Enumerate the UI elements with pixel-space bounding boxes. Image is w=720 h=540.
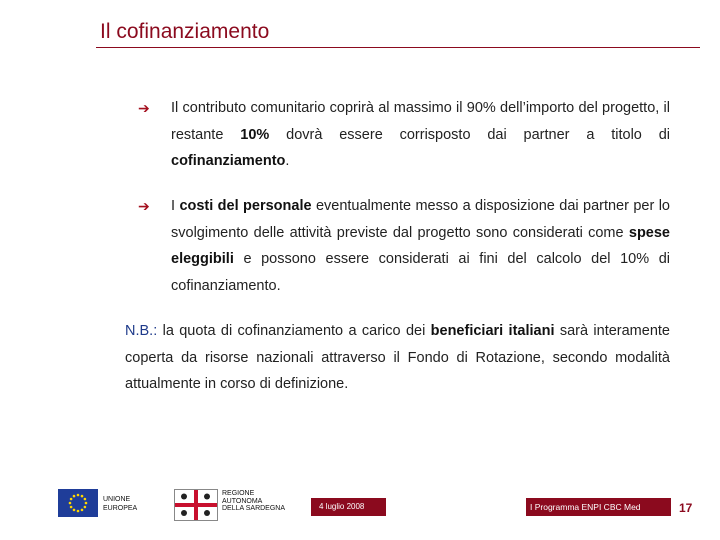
highlight-term: cofinanziamento <box>171 153 286 169</box>
arrow-bullet-icon: ➔ <box>138 100 150 116</box>
eu-stars-icon <box>58 489 98 517</box>
four-moors-icon <box>175 490 217 520</box>
date-badge: 4 luglio 2008 <box>311 498 386 516</box>
bullet-text: Il contributo comunitario coprirà al massimo il 90% dell’importo del progetto, il restante 10% dovrà essere corrisposto dai partner a titolo di cofinanziamento. <box>171 100 671 169</box>
bullet-cofinancing-rate <box>138 95 670 175</box>
page-title: Il cofinanziamento <box>100 20 270 43</box>
eu-label: UNIONE EUROPEA <box>103 496 138 512</box>
highlight-term: costi del personale <box>179 198 312 214</box>
page-number: 17 <box>679 501 693 515</box>
highlight-term: spese eleggibili <box>171 224 670 267</box>
title-divider <box>96 47 700 48</box>
footer <box>0 488 720 528</box>
eu-flag-icon <box>58 489 98 517</box>
bullet-personnel-costs <box>138 193 670 299</box>
highlight-percentage: 10% <box>240 126 270 143</box>
note-label: N.B. <box>125 323 154 339</box>
region-label: REGIONE AUTONOMA DELLA SARDEGNA <box>222 490 286 512</box>
programme-badge: I Programma ENPI CBC Med <box>526 498 671 516</box>
highlight-term: beneficiari italiani <box>430 323 555 339</box>
note-paragraph: N.B.: la quota di cofinanziamento a carico dei beneficiari italiani sarà interamente coperta da risorse nazionali attraverso il Fondo di Rotazione, secondo modalità attualmente in corso di definizione. <box>125 323 670 392</box>
bullet-text: I costi del personale eventualmente messo a disposizione dai partner per lo svolgimento delle attività previste dal progetto sono considerati come spese eleggibili e possono essere considerati ai fini del calcolo del 10% di cofinanziamento. <box>171 198 670 294</box>
arrow-bullet-icon: ➔ <box>138 198 150 214</box>
sardinia-flag-icon <box>174 489 218 521</box>
